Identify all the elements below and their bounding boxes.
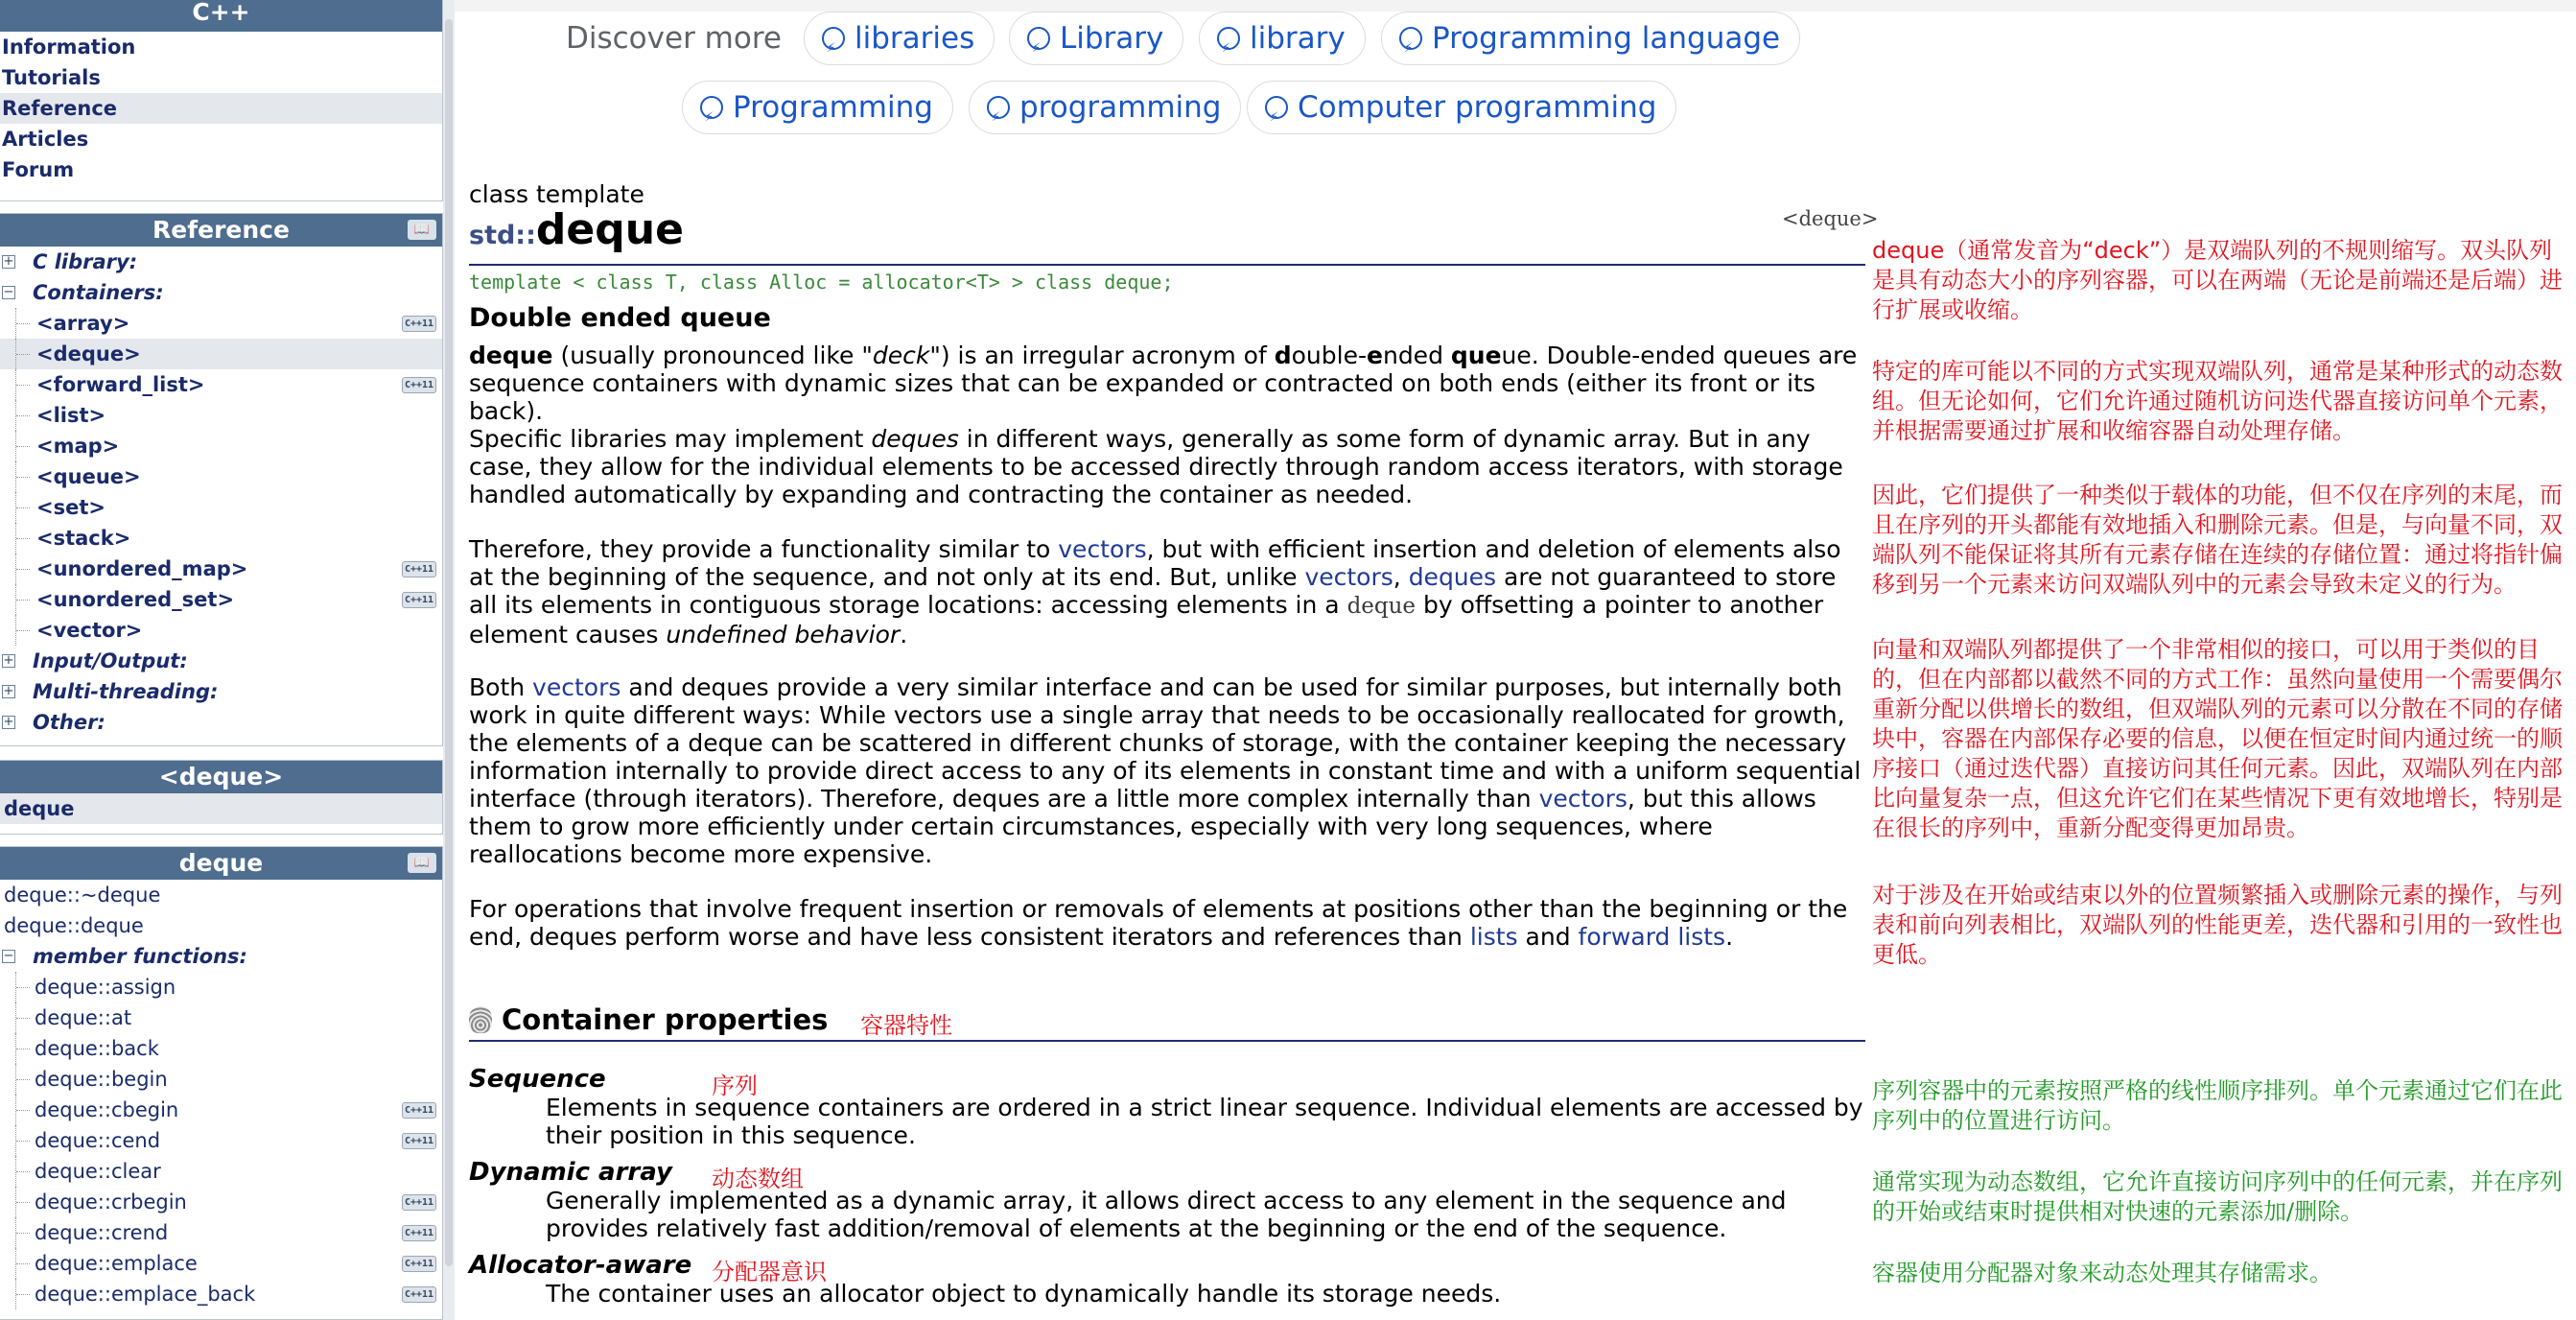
tree-input-output[interactable] — [0, 646, 442, 676]
discover-pill[interactable] — [1199, 12, 1366, 65]
member-function-item[interactable] — [0, 1125, 442, 1156]
container-item-label: <queue> — [36, 465, 141, 488]
p1-que: que — [1450, 342, 1502, 369]
translation-dynamic-array: 通常实现为动态数组，它允许直接访问序列中的任何元素，并在序列的开始或结束时提供相对快速的元素添加/删除。 — [1872, 1168, 2563, 1225]
tree-containers-label: Containers: — [33, 281, 164, 304]
tree-connector — [15, 1033, 32, 1064]
p1-deque: deque — [469, 342, 553, 369]
tree-other[interactable] — [0, 707, 442, 738]
container-item-label: <unordered_set> — [36, 588, 235, 611]
tree-connector — [15, 1064, 32, 1095]
member-function-item[interactable] — [0, 1095, 442, 1125]
discover-pill[interactable] — [1009, 12, 1183, 65]
cpp11-badge: C++11 — [402, 1225, 436, 1241]
p1-nded: nded — [1382, 342, 1451, 369]
cpp-nav-box — [0, 0, 443, 201]
title-name: deque — [535, 205, 684, 254]
member-function-item-label: deque::crbegin — [35, 1190, 187, 1214]
member-function-item[interactable] — [0, 1002, 442, 1033]
member-function-item[interactable] — [0, 1033, 442, 1064]
tree-member-functions[interactable] — [0, 941, 442, 972]
tree-connector — [15, 431, 32, 461]
member-function-item-label: deque::back — [35, 1037, 159, 1060]
tree-connector — [15, 1156, 32, 1187]
link-lists[interactable]: lists — [1469, 923, 1518, 951]
cpp11-badge: C++11 — [402, 1194, 436, 1211]
header-item-deque-label: deque — [4, 797, 75, 820]
tree-connector — [15, 1187, 32, 1217]
properties-rule — [469, 1040, 1865, 1042]
tree-connector — [15, 1095, 32, 1125]
discover-more-label: Discover more — [566, 21, 782, 56]
member-function-item-label: deque::emplace — [35, 1252, 198, 1275]
deque-box-title: deque — [178, 849, 264, 877]
tree-connector — [15, 369, 32, 400]
link-deques[interactable]: deques — [1408, 563, 1497, 591]
p2-deques: deques — [871, 425, 959, 453]
tree-member-functions-label: member functions: — [33, 945, 247, 968]
cpp11-badge: C++11 — [402, 1133, 436, 1149]
member-function-item-label: deque::cend — [35, 1129, 161, 1152]
member-function-item-label: deque::at — [35, 1006, 132, 1029]
tree-connector — [15, 972, 32, 1002]
deque-members-box — [0, 846, 443, 1320]
tree-connector — [15, 1279, 32, 1309]
tree-connector — [15, 554, 32, 584]
discover-pill-label: Programming — [733, 90, 933, 125]
expand-plus-icon[interactable]: + — [3, 715, 14, 729]
p3-text-k: . — [900, 621, 908, 648]
member-function-item[interactable] — [0, 1217, 442, 1248]
p1-d: d — [1274, 342, 1292, 369]
expand-plus-icon[interactable]: + — [3, 653, 14, 668]
p1-ouble: ouble- — [1291, 342, 1367, 369]
container-item-label: <vector> — [36, 619, 143, 642]
member-function-item-label: deque::begin — [35, 1068, 168, 1091]
deque-box-header — [0, 847, 442, 880]
prop-allocator-aware-cn: 分配器意识 — [712, 1259, 827, 1285]
container-item[interactable] — [0, 369, 442, 400]
properties-title-cn: 容器特性 — [860, 1012, 952, 1039]
member-destructor-label: deque::~deque — [4, 884, 161, 907]
link-vectors[interactable]: vectors — [532, 673, 621, 701]
container-item-label: <list> — [36, 404, 106, 427]
p4-text-a: Both — [469, 673, 533, 701]
link-vectors[interactable]: vectors — [1304, 563, 1393, 591]
container-item-label: <array> — [36, 312, 130, 335]
discover-pill[interactable] — [682, 81, 953, 134]
discover-pill[interactable] — [804, 12, 995, 65]
container-item[interactable] — [0, 461, 442, 492]
fingerprint-icon — [469, 1006, 492, 1033]
tree-connector — [15, 339, 32, 369]
prop-sequence-cn: 序列 — [712, 1072, 758, 1099]
container-item-label: <unordered_map> — [36, 557, 248, 580]
subtitle: Double ended queue — [469, 303, 771, 333]
header-box-title: <deque> — [0, 761, 442, 793]
bolt-icon — [700, 96, 723, 119]
tree-connector — [15, 1002, 32, 1033]
tree-c-library[interactable] — [0, 247, 442, 277]
translation-3: 因此，它们提供了一种类似于载体的功能，但不仅在序列的末尾，而且在序列的开头都能有效地插入和删除元素。但是，与向量不同，双端队列不能保证将其所有元素存储在连续的存储位置：通过将指针偏移到另一个元素来访问双端队列中的元素会导致未定义的行为。 — [1872, 482, 2563, 598]
container-item[interactable] — [0, 400, 442, 431]
member-destructor[interactable] — [0, 880, 442, 910]
p1-text-j: ue. Double-ended queues are sequence containers with dynamic sizes that can be expanded or contracted on both ends (either its front or its back). — [469, 342, 1858, 425]
nav-information[interactable]: Information — [2, 35, 136, 59]
member-function-item[interactable] — [0, 1279, 442, 1309]
p5-text-c: and — [1517, 923, 1579, 951]
reference-box — [0, 213, 443, 746]
member-constructor[interactable] — [0, 910, 442, 941]
container-item[interactable] — [0, 523, 442, 554]
p1-text-d: ) is an irregular acronym of — [940, 342, 1275, 369]
title-namespace: std:: — [469, 221, 536, 250]
reference-box-header — [0, 214, 442, 247]
paragraph-1 — [469, 342, 1865, 425]
tree-input-output-label: Input/Output: — [33, 649, 188, 672]
properties-heading — [469, 1003, 828, 1036]
link-vectors[interactable]: vectors — [1538, 785, 1628, 813]
properties-title: Container properties — [502, 1003, 829, 1036]
container-item[interactable] — [0, 554, 442, 584]
cpp11-badge: C++11 — [402, 1256, 436, 1272]
tree-c-library-label: C library: — [33, 250, 138, 273]
book-icon[interactable]: 📖 — [408, 220, 436, 240]
header-box — [0, 760, 443, 835]
prop-allocator-aware-desc: The container uses an allocator object to dynamically handle its storage needs. — [546, 1280, 1502, 1308]
p3-text-e: , — [1393, 563, 1409, 591]
cpp11-badge: C++11 — [402, 561, 436, 578]
p3-text-a: Therefore, they provide a functionality similar to — [469, 535, 1059, 563]
cpp11-badge: C++11 — [402, 1102, 436, 1119]
header-item-deque[interactable] — [0, 793, 442, 824]
tree-connector — [15, 1217, 32, 1248]
container-item-label: <stack> — [36, 527, 131, 550]
member-function-item[interactable] — [0, 972, 442, 1002]
bolt-icon — [1217, 27, 1240, 50]
paragraph-2 — [469, 425, 1865, 508]
p4-text-c: and deques provide a very similar interface and can be used for similar purposes, but internally both work in quite different ways: While vectors use a single array that needs to be occasionally reallocated for growth, the elements of a deque can be scattered in different chunks of storage, with the container keeping the necessary information internally to provide direct access to any of its elements in constant time and with a uniform sequential interface (through iterators). Therefore, deques are a little more complex internally than — [469, 673, 1862, 813]
paragraph-4 — [469, 673, 1865, 868]
member-function-item-label: deque::assign — [35, 976, 176, 999]
nav-forum[interactable]: Forum — [2, 158, 75, 181]
member-constructor-label: deque::deque — [4, 914, 144, 937]
class-template-label: class template — [469, 180, 644, 208]
bolt-icon — [1027, 27, 1050, 50]
p1-text-b: (usually pronounced like — [552, 342, 862, 369]
discover-pill[interactable] — [1381, 12, 1800, 65]
member-function-item[interactable] — [0, 1064, 442, 1095]
bolt-icon — [1265, 96, 1288, 119]
p2-text-c: in different ways, generally as some form of dynamic array. But in any case, they allow for the individual elements to be accessed directly through random access iterators, with storage handled automatically by expanding and contracting the container as needed. — [469, 425, 1843, 508]
p3-undefined-behavior: undefined behavior — [666, 621, 901, 648]
container-item[interactable] — [0, 308, 442, 339]
member-function-item[interactable] — [0, 1156, 442, 1187]
bolt-icon — [987, 96, 1010, 119]
container-item-label: <forward_list> — [36, 373, 205, 396]
template-signature: template < class T, class Alloc = allocator<T> > class deque; — [469, 271, 1174, 294]
p3-deque-code: deque — [1347, 594, 1417, 619]
top-strip — [455, 0, 2576, 12]
prop-dynamic-array-desc: Generally implemented as a dynamic array, it allows direct access to any element in the sequence and provides relatively fast addition/removal of elements at the beginning or the end of the sequence. — [546, 1187, 1787, 1242]
title-rule — [469, 264, 1865, 266]
tree-multi-threading-label: Multi-threading: — [33, 680, 219, 703]
cpp11-badge: C++11 — [402, 377, 436, 393]
sidebar — [0, 0, 443, 1320]
prop-dynamic-array-cn: 动态数组 — [712, 1166, 804, 1192]
translation-4: 向量和双端队列都提供了一个非常相似的接口，可以用于类似的目的，但在内部都以截然不同的方式工作：虽然向量使用一个需要偶尔重新分配以供增长的数组，但双端队列的元素可以分散在不同的存储块中，容器在内部保存必要的信息，以便在恒定时间内通过统一的顺序接口（通过迭代器）直接访问其任何元素。因此，双端队列在内部比向量复杂一点，但这允许它们在某些情况下更有效地增长，特别是在很长的序列中，重新分配变得更加昂贵。 — [1872, 636, 2563, 841]
nav-articles[interactable]: Articles — [2, 128, 89, 151]
nav-tutorials[interactable]: Tutorials — [2, 66, 101, 89]
member-function-item-label: deque::emplace_back — [35, 1283, 256, 1306]
discover-pill-label: Library — [1060, 21, 1164, 56]
book-icon[interactable]: 📖 — [408, 853, 436, 873]
container-item-label: <set> — [36, 496, 105, 519]
collapse-minus-icon[interactable]: − — [3, 949, 14, 963]
tree-connector — [15, 461, 32, 492]
member-function-item[interactable] — [0, 1248, 442, 1279]
translation-1: deque（通常发音为“deck”）是双端队列的不规则缩写。双头队列是具有动态大小的序列容器，可以在两端（无论是前端还是后端）进行扩展或收缩。 — [1872, 237, 2563, 323]
discover-pill-label: libraries — [855, 21, 975, 56]
p3-text-g: are not guaranteed to store all its elements in contiguous storage locations: accessing elements in a — [469, 563, 1837, 619]
header-ref[interactable]: <deque> — [1782, 207, 1879, 230]
paragraph-5 — [469, 895, 1865, 951]
member-function-item-label: deque::clear — [35, 1160, 161, 1183]
page-title — [469, 205, 684, 254]
prop-allocator-aware-name: Allocator-aware — [469, 1251, 692, 1280]
translation-2: 特定的库可能以不同的方式实现双端队列，通常是某种形式的动态数组。但无论如何，它们允许通过随机访问迭代器直接访问单个元素，并根据需要通过扩展和收缩容器自动处理存储。 — [1872, 358, 2563, 444]
container-item[interactable] — [0, 584, 442, 615]
tree-connector — [15, 1125, 32, 1156]
bolt-icon — [1399, 27, 1422, 50]
discover-pill[interactable] — [1247, 81, 1676, 134]
tree-connector — [15, 308, 32, 339]
link-vectors[interactable]: vectors — [1058, 535, 1147, 563]
bolt-icon — [822, 27, 845, 50]
sidebar-scrollbar-thumb[interactable] — [445, 19, 453, 1266]
tree-connector — [15, 400, 32, 431]
container-item-label: <map> — [36, 435, 120, 458]
p4-text-e: , but this allows them to grow more efficiently under certain circumstances, especially with very long sequences, where reallocations become more expensive. — [469, 785, 1816, 868]
prop-dynamic-array-name: Dynamic array — [469, 1158, 672, 1187]
p3-text-c: , but with efficient insertion and deletion of elements also at the beginning of the sequence, and not only at its end. But, unlike — [469, 535, 1841, 591]
cpp-box-title: C++ — [0, 0, 442, 32]
container-item[interactable] — [0, 431, 442, 461]
tree-connector — [15, 523, 32, 554]
sidebar-scrollbar[interactable] — [443, 0, 455, 1320]
member-function-item-label: deque::cbegin — [35, 1098, 179, 1121]
discover-pill-label: programming — [1019, 90, 1222, 125]
nav-reference[interactable]: Reference — [0, 93, 442, 124]
cpp11-badge: C++11 — [402, 1286, 436, 1303]
discover-pill[interactable] — [969, 81, 1241, 134]
p1-deck: "deck" — [861, 342, 941, 369]
container-item[interactable] — [0, 339, 442, 369]
tree-connector — [15, 1248, 32, 1279]
tree-other-label: Other: — [33, 711, 105, 734]
tree-connector — [15, 615, 32, 646]
p5-text-a: For operations that involve frequent insertion or removals of elements at positions other than the beginning or the end, deques perform worse and have less consistent iterators and references than — [469, 895, 1848, 951]
tree-connector — [15, 492, 32, 523]
p2-text-a: Specific libraries may implement — [469, 425, 872, 453]
paragraph-3 — [469, 535, 1865, 648]
prop-sequence-name: Sequence — [469, 1065, 606, 1094]
cpp11-badge: C++11 — [402, 316, 436, 332]
p1-e: e — [1367, 342, 1383, 369]
translation-allocator-aware: 容器使用分配器对象来动态处理其存储需求。 — [1872, 1260, 2332, 1286]
discover-pill-label: library — [1250, 21, 1346, 56]
discover-pill-label: Programming language — [1432, 21, 1781, 56]
collapse-minus-icon[interactable]: − — [3, 285, 14, 299]
tree-connector — [15, 584, 32, 615]
expand-plus-icon[interactable]: + — [3, 254, 14, 269]
translation-5: 对于涉及在开始或结束以外的位置频繁插入或删除元素的操作，与列表和前向列表相比，双端队列的性能更差，迭代器和引用的一致性也更低。 — [1872, 882, 2563, 968]
expand-plus-icon[interactable]: + — [3, 684, 14, 698]
container-item[interactable] — [0, 492, 442, 523]
cpp11-badge: C++11 — [402, 592, 436, 608]
container-item-label: <deque> — [36, 342, 141, 365]
discover-pill-label: Computer programming — [1298, 90, 1657, 125]
tree-multi-threading[interactable] — [0, 676, 442, 707]
p5-text-e: . — [1725, 923, 1734, 951]
link-forward-lists[interactable]: forward lists — [1578, 923, 1726, 951]
p3-text-i: by offsetting a pointer to another element causes — [469, 591, 1824, 648]
member-function-item-label: deque::crend — [35, 1221, 169, 1244]
reference-box-title: Reference — [152, 216, 290, 244]
tree-containers[interactable] — [0, 277, 442, 308]
prop-sequence-desc: Elements in sequence containers are ordered in a strict linear sequence. Individual elements are accessed by their position in this sequence. — [546, 1094, 1863, 1149]
container-item[interactable] — [0, 615, 442, 646]
member-function-item[interactable] — [0, 1187, 442, 1217]
translation-sequence: 序列容器中的元素按照严格的线性顺序排列。单个元素通过它们在此序列中的位置进行访问。 — [1872, 1077, 2563, 1134]
